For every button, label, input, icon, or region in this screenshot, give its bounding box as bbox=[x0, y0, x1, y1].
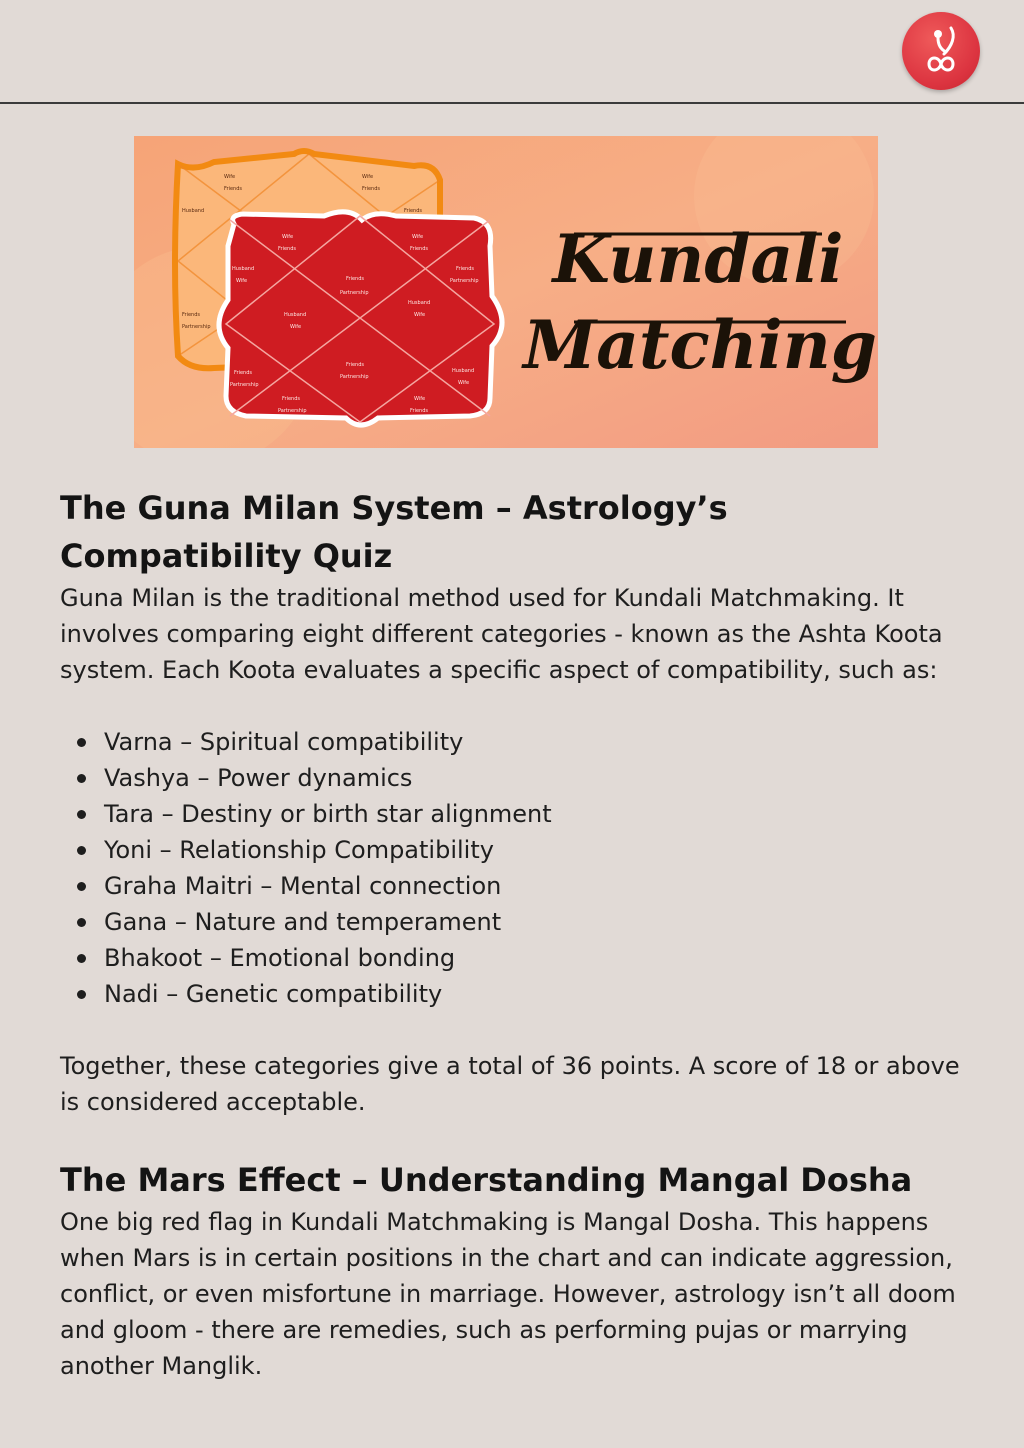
chart-label: Wife bbox=[412, 234, 424, 240]
chart-label: Husband bbox=[182, 208, 205, 214]
chart-label: Partnership bbox=[278, 408, 307, 414]
guna-milan-heading: The Guna Milan System – Astrology’s Compatibility Quiz bbox=[60, 489, 728, 575]
chart-label: Wife bbox=[290, 324, 302, 330]
chart-label: Friends bbox=[404, 208, 422, 214]
mangal-dosha-section bbox=[60, 1156, 980, 1384]
list-item: Tara – Destiny or birth star alignment bbox=[104, 796, 980, 832]
chart-label: Wife bbox=[224, 174, 236, 180]
list-item: Bhakoot – Emotional bonding bbox=[104, 940, 980, 976]
chart-label: Friends bbox=[346, 276, 364, 282]
list-item: Nadi – Genetic compatibility bbox=[104, 976, 980, 1012]
chart-label: Wife bbox=[282, 234, 294, 240]
chart-label: Friends bbox=[410, 246, 428, 252]
guna-milan-summary: Together, these categories give a total of 36 points. A score of 18 or above is considered acceptable. bbox=[60, 1052, 960, 1116]
chart-label: Husband bbox=[232, 266, 255, 272]
article-body bbox=[60, 484, 980, 1384]
chart-label: Wife bbox=[414, 312, 426, 318]
chart-label: Wife bbox=[236, 278, 248, 284]
chart-label: Husband bbox=[408, 300, 431, 306]
guna-milan-intro: Guna Milan is the traditional method used for Kundali Matchmaking. It involves comparing eight different categories - known as the Ashta Koota system. Each Koota evaluates a specific aspect of compatibility, such as: bbox=[60, 584, 943, 684]
chart-label: Wife bbox=[414, 396, 426, 402]
chart-label: Friends bbox=[456, 266, 474, 272]
chart-label: Friends bbox=[410, 408, 428, 414]
brand-logo[interactable] bbox=[902, 12, 980, 90]
chart-label: Friends bbox=[234, 370, 252, 376]
chart-label: Partnership bbox=[182, 324, 211, 330]
banner-title-line2: Matching bbox=[523, 306, 877, 384]
chart-label: Husband bbox=[284, 312, 307, 318]
chart-label: Partnership bbox=[340, 290, 369, 296]
chart-label: Friends bbox=[278, 246, 296, 252]
chart-label: Friends bbox=[346, 362, 364, 368]
ashta-koota-list bbox=[60, 724, 980, 1012]
chart-label: Friends bbox=[282, 396, 300, 402]
list-item: Graha Maitri – Mental connection bbox=[104, 868, 980, 904]
chart-label: Wife bbox=[458, 380, 470, 386]
infinity-heart-icon bbox=[902, 12, 980, 90]
list-item: Yoni – Relationship Compatibility bbox=[104, 832, 980, 868]
list-item: Gana – Nature and temperament bbox=[104, 904, 980, 940]
chart-label: Partnership bbox=[340, 374, 369, 380]
chart-label: Husband bbox=[452, 368, 475, 374]
kundali-matching-banner bbox=[134, 136, 878, 448]
banner-title-line1: Kundali bbox=[552, 220, 844, 298]
mangal-dosha-heading: The Mars Effect – Understanding Mangal Dosha bbox=[60, 1161, 913, 1199]
list-item: Vashya – Power dynamics bbox=[104, 760, 980, 796]
chart-label: Wife bbox=[362, 174, 374, 180]
chart-label: Partnership bbox=[230, 382, 259, 388]
list-item: Varna – Spiritual compatibility bbox=[104, 724, 980, 760]
chart-label: Friends bbox=[224, 186, 242, 192]
chart-label: Partnership bbox=[450, 278, 479, 284]
page-header bbox=[0, 0, 1024, 104]
chart-label: Friends bbox=[182, 312, 200, 318]
front-kundali-chart bbox=[219, 212, 502, 425]
chart-label: Friends bbox=[362, 186, 380, 192]
mangal-dosha-text: One big red flag in Kundali Matchmaking is Mangal Dosha. This happens when Mars is in certain positions in the chart and can indicate aggression, conflict, or even misfortune in marriage. However, astrology isn’t all doom and gloom - there are remedies, such as performing pujas or marrying another Manglik. bbox=[60, 1208, 956, 1380]
